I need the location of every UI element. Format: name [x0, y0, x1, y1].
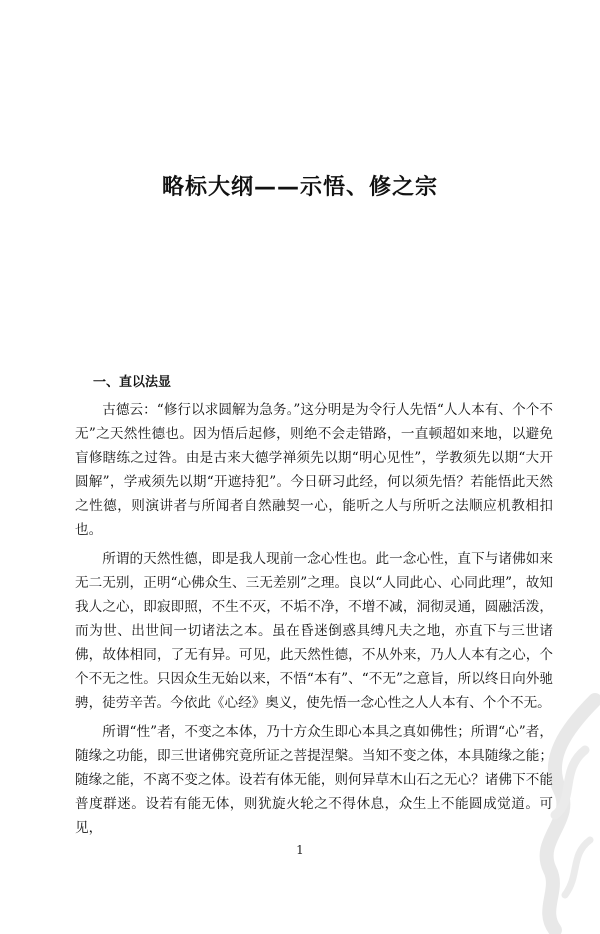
- paragraph: 所谓的天然性德，即是我人现前一念心性也。此一念心性，直下与诸佛如来无二无别，正明“心佛众生、三无差别”之理。良以“人同此心、心同此理”，故知我人之心，即寂即照，不生不灭，不垢不净，不增不减，洞彻灵通，圆融活泼，而为世、出世间一切诸法之本。虽在昏迷倒惑具缚凡夫之地，亦直下与三世诸佛，故体相同，了无有异。可见，此天然性德，不从外来，乃人人本有之心，个个不无之性。只因众生无始以来，不悟“本有”、“不无”之意旨，所以终日向外驰骋，徒劳辛苦。今依此《心经》奥义，使先悟一念心性之人人本有、个个不无。: [75, 551, 553, 711]
- page-number: 1: [296, 843, 304, 857]
- paragraph: 所谓“性”者，不变之本体，乃十方众生即心本具之真如佛性；所谓“心”者，随缘之功能，即三世诸佛究竟所证之菩提涅槃。当知不变之体，本具随缘之能；随缘之能，不离不变之体。设若有体无能，则何异草木山石之无心？诸佛下不能普度群迷。设若有能无体，则犹旋火轮之不得休息，众生上不能圆成觉道。可见，: [75, 724, 553, 836]
- section-heading: 一、直以法显: [93, 375, 172, 390]
- body-text: [75, 398, 553, 845]
- paragraph: 古德云：“修行以求圆解为急务。”这分明是为令行人先悟“人人本有、个个不无”之天然性德也。因为悟后起修，则绝不会走错路，一直顿超如来地，以避免盲修瞎练之过咎。由是古来大德学禅须先以期“明心见性”，学教须先以期“大开圆解”，学戒须先以期“开遮持犯”。今日研习此经，何以须先悟？若能悟此天然之性德，则演讲者与所闻者自然融契一心，能听之人与所听之法顺应机教相扣也。: [75, 402, 553, 538]
- page-title: 略标大纲——示悟、修之宗: [161, 175, 438, 200]
